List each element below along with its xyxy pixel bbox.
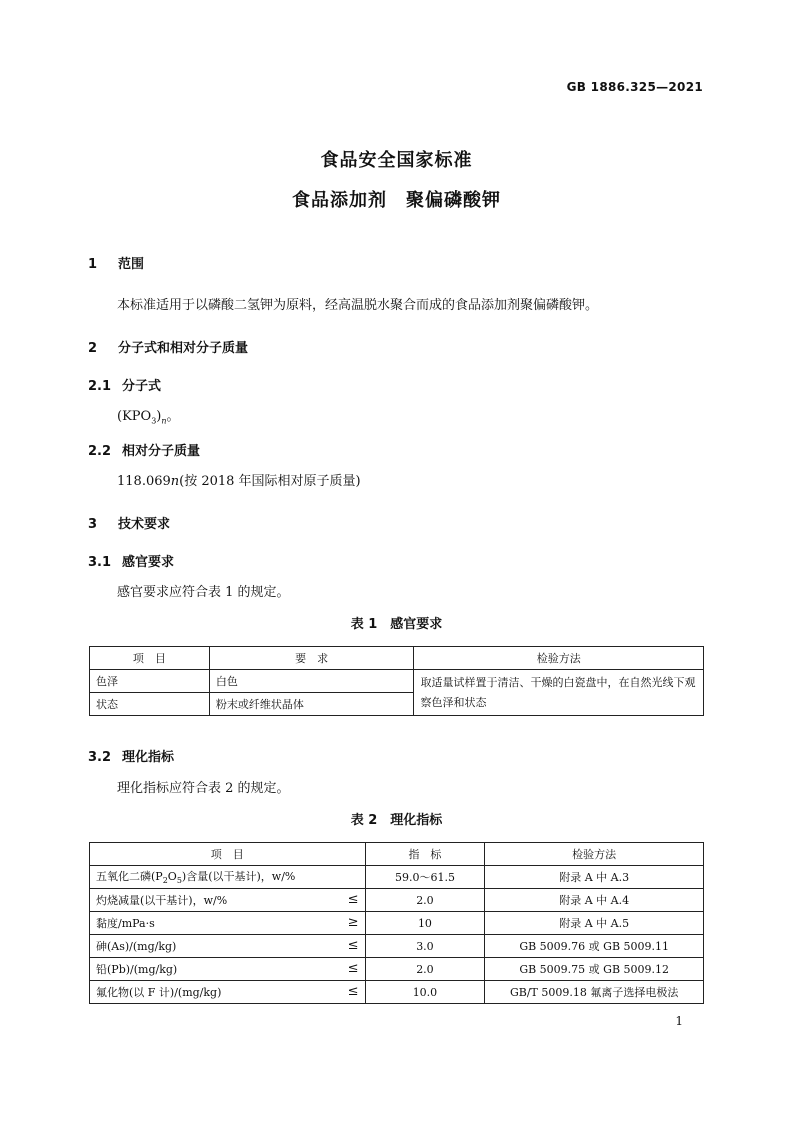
formula-close: ) <box>156 409 162 424</box>
section-heading-2-2 <box>88 440 200 459</box>
table-header-row <box>90 843 704 866</box>
relation-symbol: ≤ <box>347 984 359 999</box>
value-cell: 10.0 <box>365 981 485 1004</box>
sensory-table <box>89 646 704 716</box>
table-row <box>90 912 704 935</box>
mass-n: n <box>170 474 180 489</box>
table-header-row <box>90 647 704 670</box>
mass-value: 118.069 <box>117 474 171 489</box>
method-cell: 取适量试样置于清洁、干燥的白瓷盘中，在自然光线下观察色泽和状态 <box>414 670 704 716</box>
header-requirement: 要 求 <box>209 647 414 670</box>
item-cell: 铅(Pb)/(mg/kg) ≤ <box>90 958 366 981</box>
section-number: 2.2 <box>88 444 112 459</box>
relation-symbol: ≤ <box>347 892 359 907</box>
molecular-mass <box>117 470 361 489</box>
section-heading-2-1 <box>88 375 161 394</box>
section-number: 2.1 <box>88 379 112 394</box>
table-row <box>90 958 704 981</box>
page-number: 1 <box>675 1014 683 1028</box>
physicochemical-table <box>89 842 704 1004</box>
item-cell: 氟化物(以 F 计)/(mg/kg) ≤ <box>90 981 366 1004</box>
sensory-paragraph: 感官要求应符合表 1 的规定。 <box>117 585 290 600</box>
table1-caption: 表 1 感官要求 <box>350 617 443 632</box>
table2-caption: 表 2 理化指标 <box>350 813 443 828</box>
relation-symbol: ≥ <box>347 915 359 930</box>
formula-prefix: (KPO <box>117 409 152 424</box>
header-method: 检验方法 <box>414 647 704 670</box>
value-cell: 10 <box>365 912 485 935</box>
header-method: 检验方法 <box>485 843 704 866</box>
section-number: 2 <box>88 341 98 356</box>
molecular-formula <box>117 405 180 426</box>
section-number: 3.1 <box>88 555 112 570</box>
section-title: 感官要求 <box>122 555 175 570</box>
section-heading-3-1 <box>88 551 174 570</box>
section-title: 技术要求 <box>118 517 171 532</box>
item-cell: 灼烧减量(以干基计)，w/% ≤ <box>90 889 366 912</box>
section-title: 分子式 <box>122 379 162 394</box>
item-cell: 黏度/mPa·s ≥ <box>90 912 366 935</box>
section-heading-2 <box>88 337 248 356</box>
table-row <box>90 866 704 889</box>
scope-paragraph: 本标准适用于以磷酸二氢钾为原料，经高温脱水聚合而成的食品添加剂聚偏磷酸钾。 <box>117 298 599 313</box>
method-cell: 附录 A 中 A.5 <box>485 912 704 935</box>
method-cell: GB 5009.76 或 GB 5009.11 <box>485 935 704 958</box>
requirement-cell: 粉末或纤维状晶体 <box>209 693 414 716</box>
header-index: 指 标 <box>365 843 485 866</box>
method-cell: 附录 A 中 A.3 <box>485 866 704 889</box>
section-title: 相对分子质量 <box>122 444 201 459</box>
item-cell: 五氧化二磷$(P_2O_5)$含量(以干基计)，w/% <box>90 866 366 889</box>
formula-subscript: 3 <box>151 416 157 426</box>
method-cell: 附录 A 中 A.4 <box>485 889 704 912</box>
section-number: 1 <box>88 257 98 272</box>
item-cell: 色泽 <box>90 670 210 693</box>
relation-symbol: ≤ <box>347 938 359 953</box>
table-row <box>90 981 704 1004</box>
value-cell: 2.0 <box>365 958 485 981</box>
section-heading-3 <box>88 513 170 532</box>
section-title: 理化指标 <box>122 750 175 765</box>
standard-code: GB 1886.325—2021 <box>566 80 703 94</box>
mass-note: (按 2018 年国际相对原子质量) <box>179 474 361 489</box>
document-title: 食品安全国家标准 <box>320 150 473 171</box>
physicochemical-paragraph: 理化指标应符合表 2 的规定。 <box>117 781 290 796</box>
method-cell: GB 5009.75 或 GB 5009.12 <box>485 958 704 981</box>
item-cell: 状态 <box>90 693 210 716</box>
method-cell: GB/T 5009.18 氟离子选择电极法 <box>485 981 704 1004</box>
item-cell: 砷(As)/(mg/kg) ≤ <box>90 935 366 958</box>
table-row <box>90 889 704 912</box>
document-subtitle: 食品添加剂 聚偏磷酸钾 <box>292 190 501 211</box>
value-cell: 2.0 <box>365 889 485 912</box>
table-row <box>90 935 704 958</box>
requirement-cell: 白色 <box>209 670 414 693</box>
table-row <box>90 670 704 693</box>
formula-n: n <box>161 416 167 426</box>
section-heading-1 <box>88 253 144 272</box>
header-item: 项 目 <box>90 647 210 670</box>
section-number: 3.2 <box>88 750 112 765</box>
value-cell: 59.0～61.5 <box>365 866 485 889</box>
relation-symbol: ≤ <box>347 961 359 976</box>
header-item: 项 目 <box>90 843 366 866</box>
section-title: 范围 <box>118 257 145 272</box>
section-number: 3 <box>88 517 98 532</box>
value-cell: 3.0 <box>365 935 485 958</box>
formula-end: 。 <box>166 409 180 424</box>
section-title: 分子式和相对分子质量 <box>118 341 249 356</box>
section-heading-3-2 <box>88 746 174 765</box>
